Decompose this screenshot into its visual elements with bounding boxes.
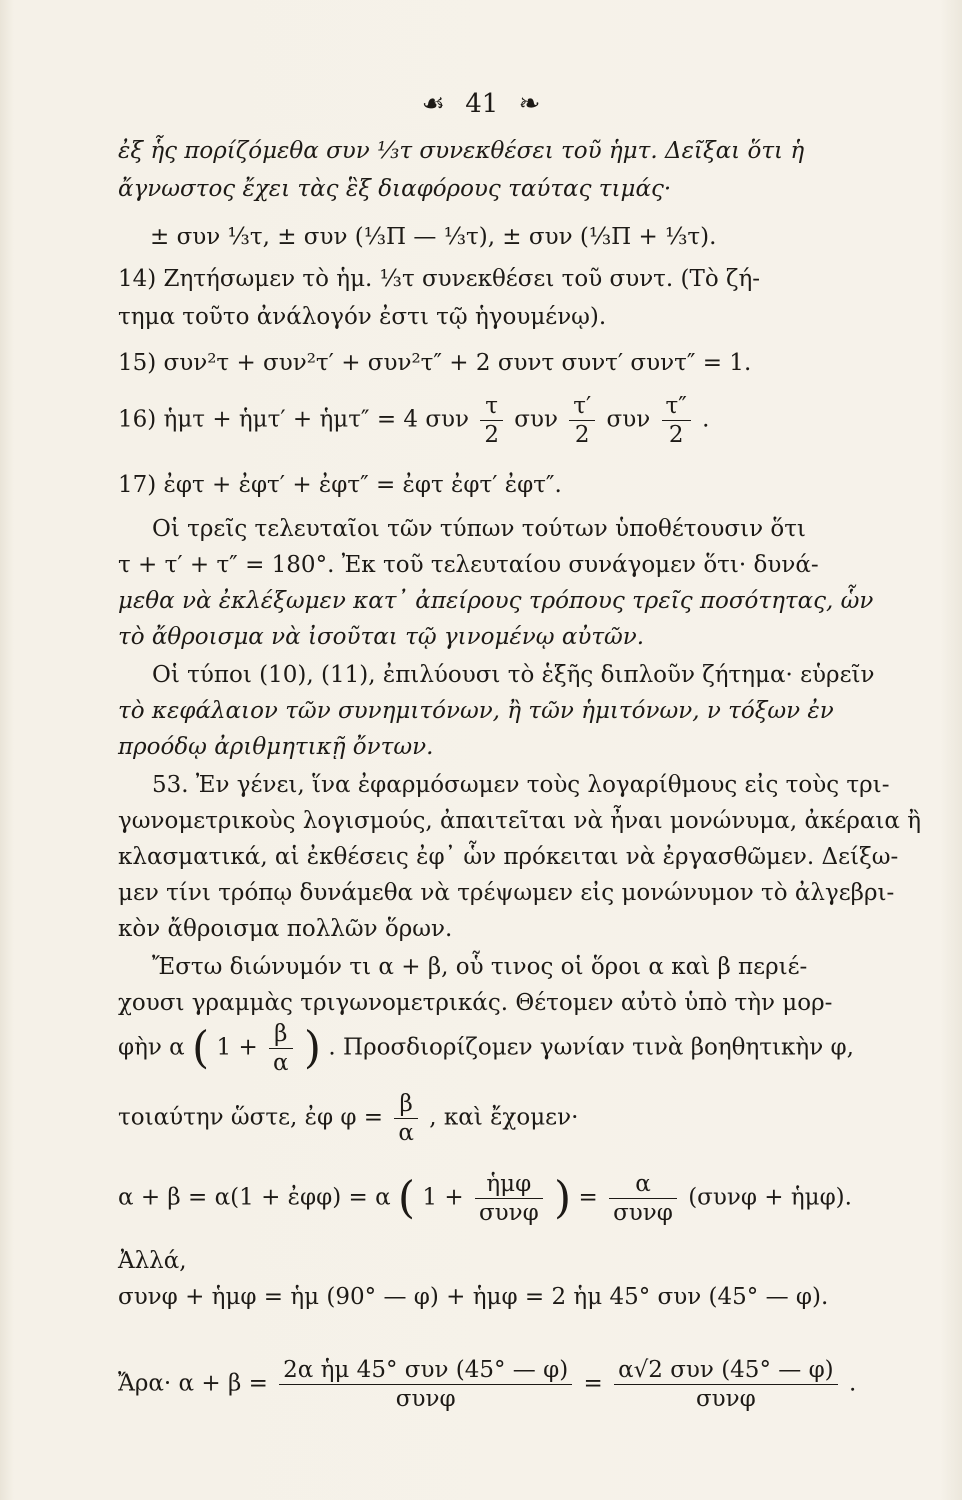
equation-line-16: 16) ἡμτ + ἡμτ′ + ἡμτ″ = 4 συν $\frac{\tau}{2}$ συν $\frac{\tau'}{2}$ συν $\frac{\tau''}{2}$ .	[118, 393, 710, 448]
eq16-left: 16) ἡμτ + ἡμτ′ + ἡμτ″ = 4 συν	[118, 406, 470, 433]
right-ornament-icon: ❧	[518, 89, 541, 119]
fraction: $\frac{\tau}{2}$	[480, 392, 503, 449]
fraction: $\frac{\tau'}{2}$	[569, 392, 595, 449]
text-line: Οἱ τύποι (10), (11), ἐπιλύουσι τὸ ἑξῆς διπλοῦν ζήτημα· εὑρεῖν	[152, 662, 875, 688]
text-line: ἐξ ἧς πορίζόμεθα συν ⅓τ συνεκθέσει τοῦ ἡμτ. Δεῖξαι ὅτι ἡ	[118, 138, 805, 164]
equation-line: 17) ἐφτ + ἐφτ′ + ἐφτ″ = ἐφτ ἐφτ′ ἐφτ″.	[118, 472, 562, 498]
text-line: τὸ ἄθροισμα νὰ ἰσοῦται τῷ γινομένῳ αὐτῶν.	[118, 624, 645, 650]
fraction: $\frac{\text{2α ἡμ 45° συν (45° — φ)}}{\text{συνφ}}$	[279, 1356, 572, 1413]
equation-line-final: Ἄρα· α + β = $\frac{\text{2α ἡμ 45° συν (45° — φ)}}{\text{συνφ}}$ = $\frac{\text{α√2 συν (45° — φ)}}{\text{συνφ}}$ .	[118, 1357, 857, 1412]
text-line: τ + τ′ + τ″ = 180°. Ἐκ τοῦ τελευταίου συνάγομεν ὅτι· δυνά-	[118, 552, 819, 578]
equation-line: 15) συν²τ + συν²τ′ + συν²τ″ + 2 συντ συντ′ συντ″ = 1.	[118, 350, 752, 376]
text-line: τὸ κεφάλαιον τῶν συνημιτόνων, ἢ τῶν ἡμιτόνων, ν τόξων ἐν	[118, 698, 834, 724]
equation-line: ± συν ⅓τ, ± συν (⅓Π — ⅓τ), ± συν (⅓Π + ⅓τ).	[150, 224, 717, 250]
left-ornament-icon: ☙	[421, 89, 445, 119]
text-line: χουσι γραμμὰς τριγωνομετρικάς. Θέτομεν αὐτὸ ὑπὸ τὴν μορ-	[118, 990, 833, 1016]
text-line: μεν τίνι τρόπῳ δυνάμεθα νὰ τρέψωμεν εἰς μονώνυμον τὸ ἀλγεβρι-	[118, 880, 895, 906]
form-line: φὴν α ( 1 + $\frac{\beta}{\alpha}$ ) . Προσδιορίζομεν γωνίαν τινὰ βοηθητικὴν φ,	[118, 1021, 854, 1076]
equation-line-sum: α + β = α(1 + ἐφφ) = α ( 1 + $\frac{\text{ἡμφ}}{\text{συνφ}}$ ) = $\frac{\alpha}{\text{συνφ}}$ (συνφ + ἡμφ).	[118, 1171, 852, 1226]
text-line: 14) Ζητήσωμεν τὸ ἡμ. ⅓τ συνεκθέσει τοῦ συντ. (Τὸ ζή-	[118, 266, 761, 292]
fraction: $\frac{\text{ἡμφ}}{\text{συνφ}}$	[475, 1170, 543, 1227]
text-line: Ἀλλά,	[118, 1248, 187, 1274]
text-line: κὸν ἄθροισμα πολλῶν ὅρων.	[118, 916, 453, 942]
tangent-line: τοιαύτην ὥστε, ἐφ φ = $\frac{\beta}{\alpha}$ , καὶ ἔχομεν·	[118, 1091, 579, 1146]
text-line: κλασματικά, αἱ ἐκθέσεις ἐφ᾽ ὧν πρόκειται νὰ ἐργασθῶμεν. Δείξω-	[118, 844, 899, 870]
fraction: $\frac{\beta}{\alpha}$	[394, 1090, 418, 1147]
fraction: $\frac{\alpha}{\text{συνφ}}$	[609, 1170, 677, 1227]
page-header	[0, 88, 962, 119]
text-line: μεθα νὰ ἐκλέξωμεν κατ᾽ ἀπείρους τρόπους τρεῖς ποσότητας, ὧν	[118, 588, 874, 614]
text-line: προόδῳ ἀριθμητικῇ ὄντων.	[118, 734, 434, 760]
page-number: 41	[465, 89, 499, 119]
text-line: Ἔστω διώνυμόν τι α + β, οὗ τινος οἱ ὅροι α καὶ β περιέ-	[152, 954, 808, 980]
text-line: Οἱ τρεῖς τελευταῖοι τῶν τύπων τούτων ὑποθέτουσιν ὅτι	[152, 516, 806, 542]
equation-line: συνφ + ἡμφ = ἡμ (90° — φ) + ἡμφ = 2 ἡμ 45° συν (45° — φ).	[118, 1284, 829, 1310]
text-line: γωνομετρικοὺς λογισμούς, ἀπαιτεῖται νὰ ἦναι μονώνυμα, ἀκέραια ἢ	[118, 808, 922, 834]
text-line: ἄγνωστος ἔχει τὰς ἓξ διαφόρους ταύτας τιμάς·	[118, 176, 672, 202]
section-53-line: 53. Ἐν γένει, ἵνα ἐφαρμόσωμεν τοὺς λογαρίθμους εἰς τοὺς τρι-	[152, 772, 890, 798]
text-line: τημα τοῦτο ἀνάλογόν ἐστι τῷ ἡγουμένῳ).	[118, 304, 607, 330]
fraction: $\frac{\tau''}{2}$	[662, 392, 691, 449]
fraction: $\frac{\beta}{\alpha}$	[269, 1020, 293, 1077]
fraction: $\frac{\text{α√2 συν (45° — φ)}}{\text{συνφ}}$	[614, 1356, 838, 1413]
